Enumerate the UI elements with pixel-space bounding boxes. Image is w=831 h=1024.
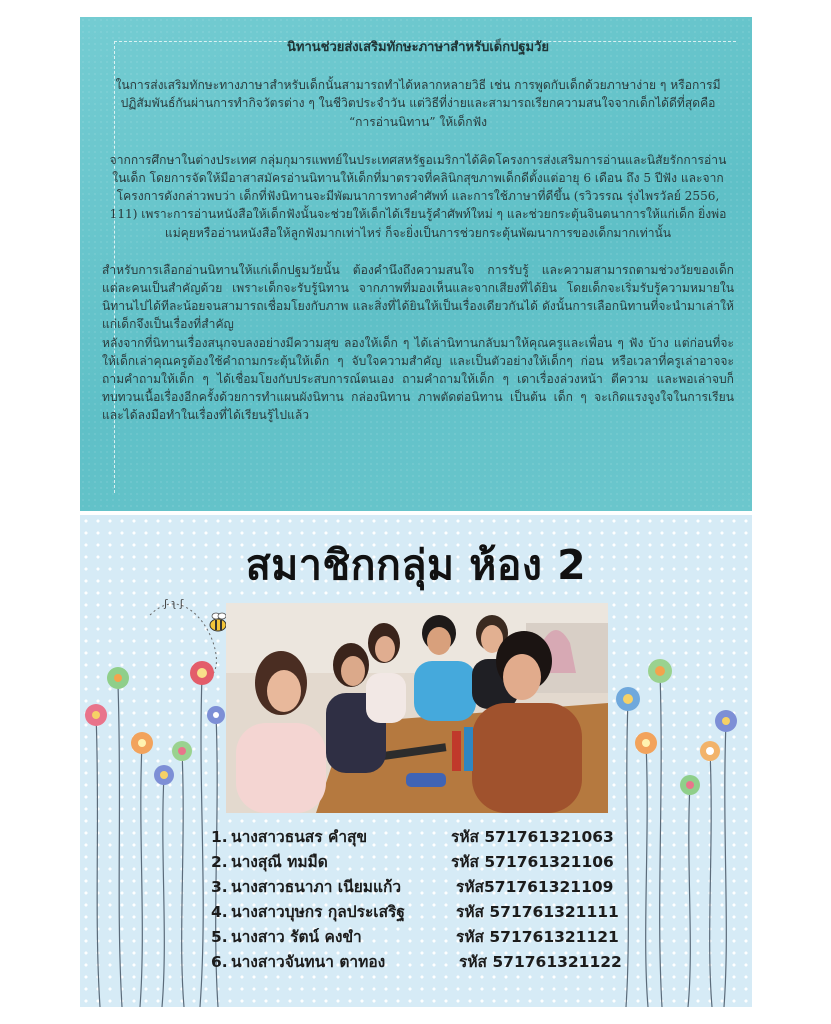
article-paragraph-3: สำหรับการเลือกอ่านนิทานให้แก่เด็กปฐมวัยนั้น ต้องคำนึงถึงความสนใจ การรับรู้ และความสามารถตามช่วงวัยของเด็กแต่ละคนเป็นสำคัญด้วย เพราะเด็กจะรับรู้นิทาน จากภาพที่มองเห็นและจากเสียงที่ได้ยิน โดยเด็กจะเริ่มรับรู้ความหมายในนิทานไปได้ทีละน้อยจนสามารถเชื่อมโยงกับภาพ และสิ่งที่ได้ยินให้เป็นเรื่องเดียวกันได้ ดังนั้นการเลือกนิทานที่จะนำมาเล่าให้แก่เด็กจึงเป็นเรื่องที่สำคัญ (102, 262, 734, 332)
article-title: นิทานช่วยส่งเสริมทักษะภาษาสำหรับเด็กปฐมวัย (286, 40, 550, 55)
member-name: นางสาวจันทนา ตาทอง (231, 953, 386, 971)
member-name: นางสาวธนสร คำสุข (231, 828, 368, 846)
member-number: 4. (211, 903, 228, 921)
member-id: รหัส 571761321122 (459, 953, 622, 971)
right-flower-stems (626, 673, 726, 1007)
members-panel (80, 515, 752, 1007)
member-item-3 (211, 875, 614, 900)
member-item-4 (211, 900, 619, 925)
member-item-5 (211, 925, 619, 950)
member-list (211, 825, 622, 975)
members-title: สมาชิกกลุ่ม ห้อง 2 (245, 541, 587, 589)
member-item-2 (211, 850, 614, 875)
group-photo (226, 603, 608, 813)
member-id: รหัส 571761321111 (456, 903, 619, 921)
member-id: รหัส571761321109 (456, 878, 614, 896)
left-flower-stems (96, 675, 218, 1007)
member-number: 2. (211, 853, 228, 871)
member-item-6 (211, 950, 622, 975)
member-name: นางสุณี ทมมืด (231, 853, 328, 871)
member-id: รหัส 571761321106 (451, 853, 614, 871)
member-name: นางสาวธนาภา เนียมแก้ว (231, 878, 402, 896)
bee-icon (210, 613, 226, 631)
member-number: 1. (211, 828, 228, 846)
article-panel (80, 17, 752, 511)
article-content (102, 39, 734, 425)
article-paragraph-1: ในการส่งเสริมทักษะทางภาษาสำหรับเด็กนั้นสามารถทำได้หลากหลายวิธี เช่น การพูดกับเด็กด้วยภาษาง่าย ๆ หรือการมีปฏิสัมพันธ์กันผ่านการทำกิจวัตรต่าง ๆ ในชีวิตประจำวัน แต่วิธีที่ง่ายและสามารถเรียกความสนใจจากเด็กได้ดีที่สุดคือ “การอ่านนิทาน” ให้เด็กฟัง (115, 78, 721, 129)
member-item-1 (211, 825, 614, 850)
article-paragraph-2: จากการศึกษาในต่างประเทศ กลุ่มกุมารแพทย์ในประเทศสหรัฐอเมริกาได้คิดโครงการส่งเสริมการอ่านและนิสัยรักการอ่านในเด็ก โดยการจัดให้มีอาสาสมัครอ่านนิทานให้เด็กที่มาตรวจที่คลินิกสุขภาพเด็กดีตั้งแต่อายุ 6 เดือน ถึง 5 ปีฟัง และจากโครงการดังกล่าวพบว่า เด็กที่ฟังนิทานจะมีพัฒนาการทางคำศัพท์ และการใช้ภาษาที่ดีขึ้น (รวิวรรณ รุ่งไพรวัลย์ 2556, 111) เพราะการอ่านหนังสือให้เด็กฟังนั้นจะช่วยให้เด็กได้เรียนรู้คำศัพท์ใหม่ ๆ และช่วยกระตุ้นจินตนาการให้แก่เด็ก ยิ่งพ่อแม่คุยหรืออ่านหนังสือให้ลูกฟังมากเท่าไหร่ ก็จะยิ่งเป็นการช่วยกระตุ้นพัฒนาการของเด็กมากเท่านั้น (109, 152, 727, 240)
member-id: รหัส 571761321063 (451, 828, 614, 846)
member-number: 6. (211, 953, 228, 971)
svg-text:ʃ ʅ ʃ: ʃ ʅ ʃ (164, 597, 184, 610)
member-number: 3. (211, 878, 228, 896)
article-paragraph-4: หลังจากที่นิทานเรื่องสนุกจบลงอย่างมีความสุข ลองให้เด็ก ๆ ได้เล่านิทานกลับมาให้คุณครูและเพื่อน ๆ ฟัง บ้าง แต่ก่อนที่จะให้เด็กเล่าคุณครูต้องใช้คำถามกระตุ้นให้เด็ก ๆ จับใจความสำคัญ และเป็นตัวอย่างให้เด็กๆ ก่อน หรือเวลาที่ครูเล่าอาจจะถามคำถามให้เด็ก ๆ ได้เชื่อมโยงกับประสบการณ์ตนเอง ถามคำถามให้เด็ก ๆ เดาเรื่องล่วงหน้า ตีความ และพอเล่าจบก็ทบทวนเนื้อเรื่องอีกครั้งด้วยการทำแผนผังนิทาน กล่องนิทาน ภาพตัดต่อนิทาน เป็นต้น เด็ก ๆ จะเกิดแรงจูงใจในการเรียนและได้ลงมือทำในเรื่องที่ได้เรียนรู้ไปแล้ว (102, 335, 734, 423)
member-name: นางสาวบุษกร กุลประเสริฐ (231, 903, 405, 921)
member-number: 5. (211, 928, 228, 946)
member-name: นางสาว รัตน์ คงขำ (231, 928, 362, 946)
group-photo-illustration (226, 603, 608, 813)
member-id: รหัส 571761321121 (456, 928, 619, 946)
